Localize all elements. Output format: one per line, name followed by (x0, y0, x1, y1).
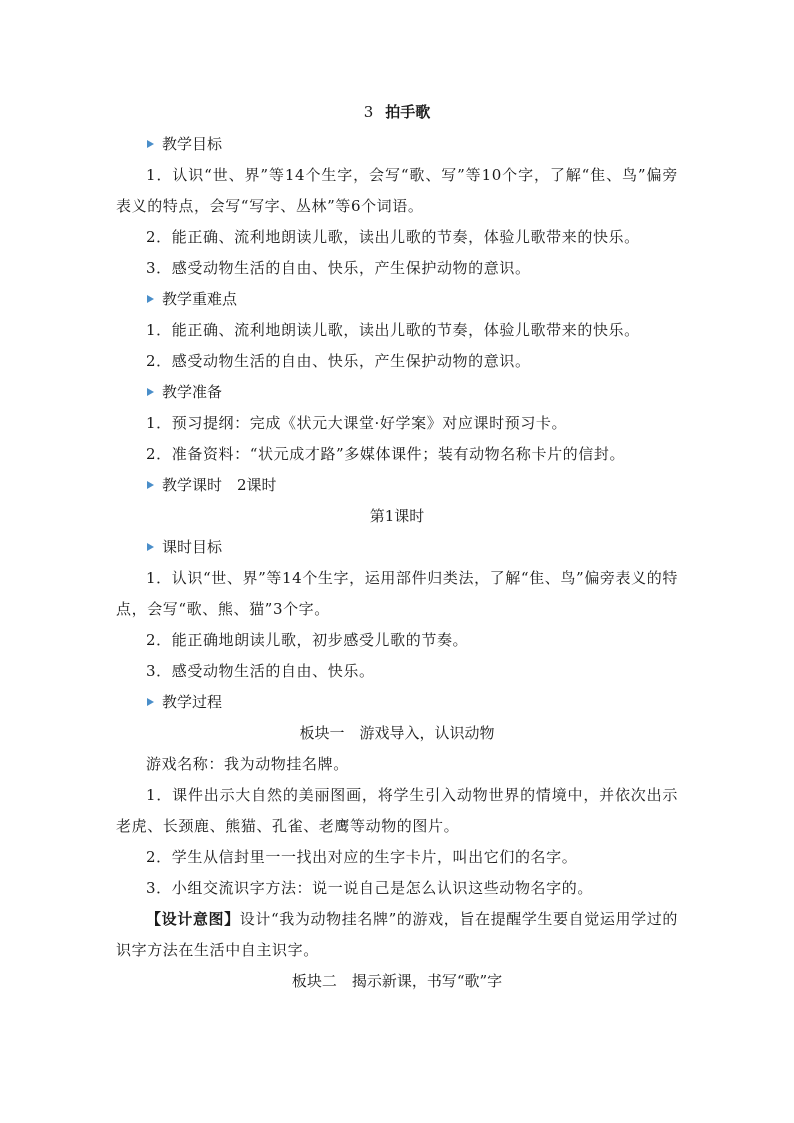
block-one-step: 3．小组交流识字方法：说一说自己是怎么认识这些动物名字的。 (146, 879, 593, 897)
section-heading-key-points: 教学重难点 (116, 284, 678, 315)
section-heading-preparation: 教学准备 (116, 377, 678, 408)
design-intent-label: 【设计意图】 (146, 910, 240, 928)
block-two-title: 板块二 揭示新课，书写“歌”字 (291, 972, 503, 990)
block-one-title: 板块一 游戏导入，认识动物 (299, 724, 495, 742)
triangle-marker-icon (147, 481, 154, 489)
block-one-step: 2．学生从信封里一一找出对应的生字卡片，叫出它们的名字。 (146, 848, 578, 866)
design-intent-text: 设计“我为动物挂名牌”的游戏，旨在提醒学生要自觉运用学过的识字方法在生活中自主识字。 (116, 910, 678, 959)
design-intent (116, 904, 678, 966)
preparation-item: 2．准备资料：“状元成才路”多媒体课件；装有动物名称卡片的信封。 (146, 445, 626, 463)
goal-item: 1．认识“世、界”等14个生字，会写“歌、写”等10个字，了解“隹、鸟”偏旁表义的特点，会写“写字、丛林”等6个词语。 (116, 166, 678, 215)
game-name: 游戏名称：我为动物挂名牌。 (146, 755, 349, 773)
section-heading-goals: 教学目标 (116, 129, 678, 160)
key-point-item: 2．感受动物生活的自由、快乐，产生保护动物的意识。 (146, 352, 531, 370)
triangle-marker-icon (147, 295, 154, 303)
lesson-goal-item: 2．能正确地朗读儿歌，初步感受儿歌的节奏。 (146, 631, 469, 649)
triangle-marker-icon (147, 698, 154, 706)
lesson-goal-item: 3．感受动物生活的自由、快乐。 (146, 662, 375, 680)
lesson-number: 3 (363, 103, 374, 121)
lesson-period-title: 第1课时 (369, 507, 425, 525)
triangle-marker-icon (147, 388, 154, 396)
lesson-plan-page (116, 96, 678, 997)
preparation-item: 1．预习提纲：完成《状元大课堂·好学案》对应课时预习卡。 (146, 414, 568, 432)
section-heading-hours: 教学课时 2课时 (116, 470, 678, 501)
goal-item: 2．能正确、流利地朗读儿歌，读出儿歌的节奏，体验儿歌带来的快乐。 (146, 228, 640, 246)
goal-item: 3．感受动物生活的自由、快乐，产生保护动物的意识。 (146, 259, 531, 277)
triangle-marker-icon (147, 543, 154, 551)
page-title (116, 96, 678, 129)
lesson-goal-item: 1．认识“世、界”等14个生字，运用部件归类法，了解“隹、鸟”偏旁表义的特点，会写“歌、熊、猫”3个字。 (116, 569, 678, 618)
key-point-item: 1．能正确、流利地朗读儿歌，读出儿歌的节奏，体验儿歌带来的快乐。 (146, 321, 640, 339)
section-heading-process: 教学过程 (116, 687, 678, 718)
section-heading-lesson-goals: 课时目标 (116, 532, 678, 563)
block-one-step: 1．课件出示大自然的美丽图画，将学生引入动物世界的情境中，并依次出示老虎、长颈鹿、熊猫、孔雀、老鹰等动物的图片。 (116, 786, 678, 835)
lesson-title: 拍手歌 (385, 103, 431, 121)
triangle-marker-icon (147, 140, 154, 148)
